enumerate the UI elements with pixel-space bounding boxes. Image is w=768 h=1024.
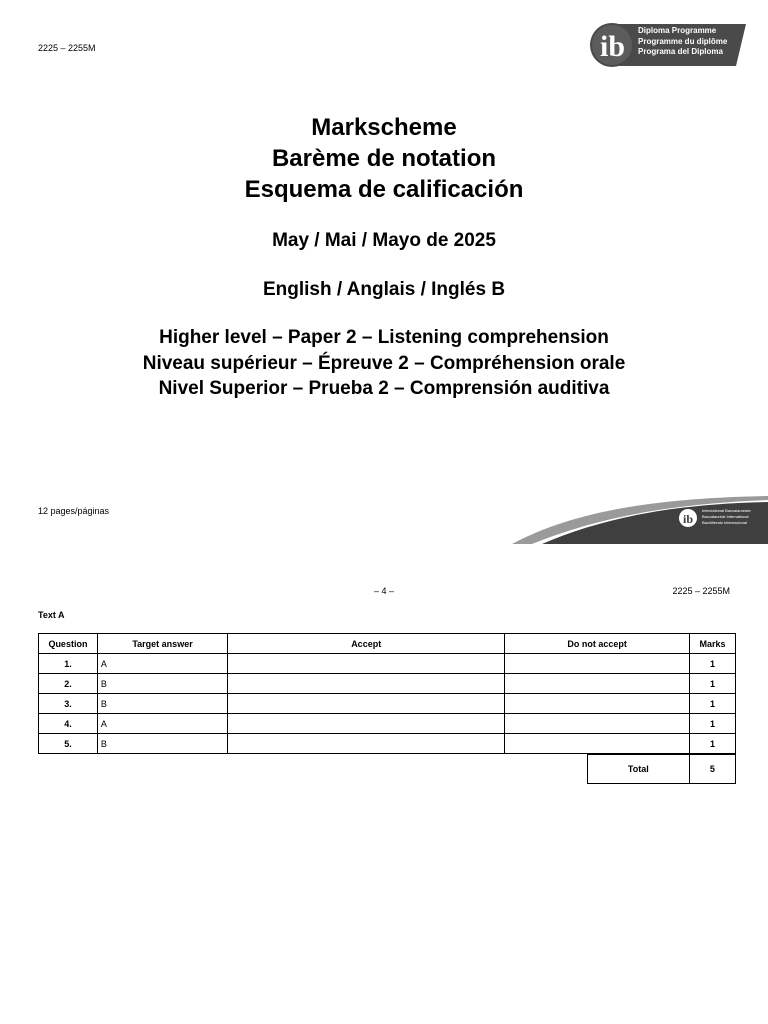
table-row bbox=[39, 654, 736, 674]
question-number: 2. bbox=[39, 674, 98, 694]
logo-line-2: Programme du diplôme bbox=[638, 36, 728, 46]
page-document-code: 2225 – 2255M bbox=[672, 586, 730, 596]
footer-logo-line-2: Baccalauréat International bbox=[702, 514, 749, 519]
accept-cell bbox=[228, 694, 505, 714]
table-row bbox=[39, 734, 736, 754]
question-number: 1. bbox=[39, 654, 98, 674]
marks-cell: 1 bbox=[690, 694, 736, 714]
svg-text:ib: ib bbox=[600, 30, 626, 63]
page-number: – 4 – bbox=[373, 586, 395, 596]
header-target-answer: Target answer bbox=[97, 634, 227, 654]
target-answer: B bbox=[97, 694, 227, 714]
total-value: 5 bbox=[689, 755, 735, 784]
table-header-row bbox=[39, 634, 736, 654]
question-number: 5. bbox=[39, 734, 98, 754]
target-answer: A bbox=[97, 654, 227, 674]
logo-line-3: Programa del Diploma bbox=[638, 47, 723, 56]
paper-title-block bbox=[0, 325, 768, 402]
title-es: Esquema de calificación bbox=[244, 176, 524, 203]
table-row bbox=[39, 674, 736, 694]
do-not-accept-cell bbox=[505, 674, 690, 694]
title-block bbox=[0, 112, 768, 205]
total-label: Total bbox=[588, 755, 690, 784]
footer-logo-line-1: International Baccalaureate bbox=[702, 508, 751, 513]
total-table bbox=[587, 754, 736, 784]
section-label: Text A bbox=[38, 610, 65, 620]
do-not-accept-cell bbox=[505, 734, 690, 754]
header-do-not-accept: Do not accept bbox=[505, 634, 690, 654]
document-code: 2225 – 2255M bbox=[38, 43, 96, 53]
header-question: Question bbox=[39, 634, 98, 654]
marks-cell: 1 bbox=[690, 674, 736, 694]
paper-title-en: Higher level – Paper 2 – Listening comprehension bbox=[159, 327, 609, 348]
logo-line-1: Diploma Programme bbox=[638, 26, 717, 35]
table-row bbox=[39, 714, 736, 734]
paper-title-fr: Niveau supérieur – Épreuve 2 – Compréhension orale bbox=[142, 352, 626, 374]
question-number: 3. bbox=[39, 694, 98, 714]
svg-text:ib: ib bbox=[683, 512, 694, 526]
do-not-accept-cell bbox=[505, 694, 690, 714]
accept-cell bbox=[228, 734, 505, 754]
ib-diploma-logo bbox=[590, 22, 746, 68]
page-count: 12 pages/páginas bbox=[38, 506, 110, 516]
accept-cell bbox=[228, 654, 505, 674]
header-accept: Accept bbox=[228, 634, 505, 654]
marks-cell: 1 bbox=[690, 714, 736, 734]
footer-logo-line-3: Bachillerato Internacional bbox=[702, 520, 747, 525]
subject-title: English / Anglais / Inglés B bbox=[262, 279, 506, 300]
title-fr: Barème de notation bbox=[271, 145, 497, 172]
total-row bbox=[588, 755, 736, 784]
target-answer: B bbox=[97, 734, 227, 754]
ib-footer-swoosh-logo bbox=[512, 492, 768, 544]
paper-title-es: Nivel Superior – Prueba 2 – Comprensión auditiva bbox=[158, 378, 610, 399]
marks-cell: 1 bbox=[690, 734, 736, 754]
question-number: 4. bbox=[39, 714, 98, 734]
accept-cell bbox=[228, 674, 505, 694]
exam-session: May / Mai / Mayo de 2025 bbox=[272, 230, 496, 251]
title-en: Markscheme bbox=[311, 114, 457, 141]
target-answer: B bbox=[97, 674, 227, 694]
accept-cell bbox=[228, 714, 505, 734]
table-row bbox=[39, 694, 736, 714]
do-not-accept-cell bbox=[505, 714, 690, 734]
marks-cell: 1 bbox=[690, 654, 736, 674]
target-answer: A bbox=[97, 714, 227, 734]
do-not-accept-cell bbox=[505, 654, 690, 674]
markscheme-table bbox=[38, 633, 736, 754]
header-marks: Marks bbox=[690, 634, 736, 654]
